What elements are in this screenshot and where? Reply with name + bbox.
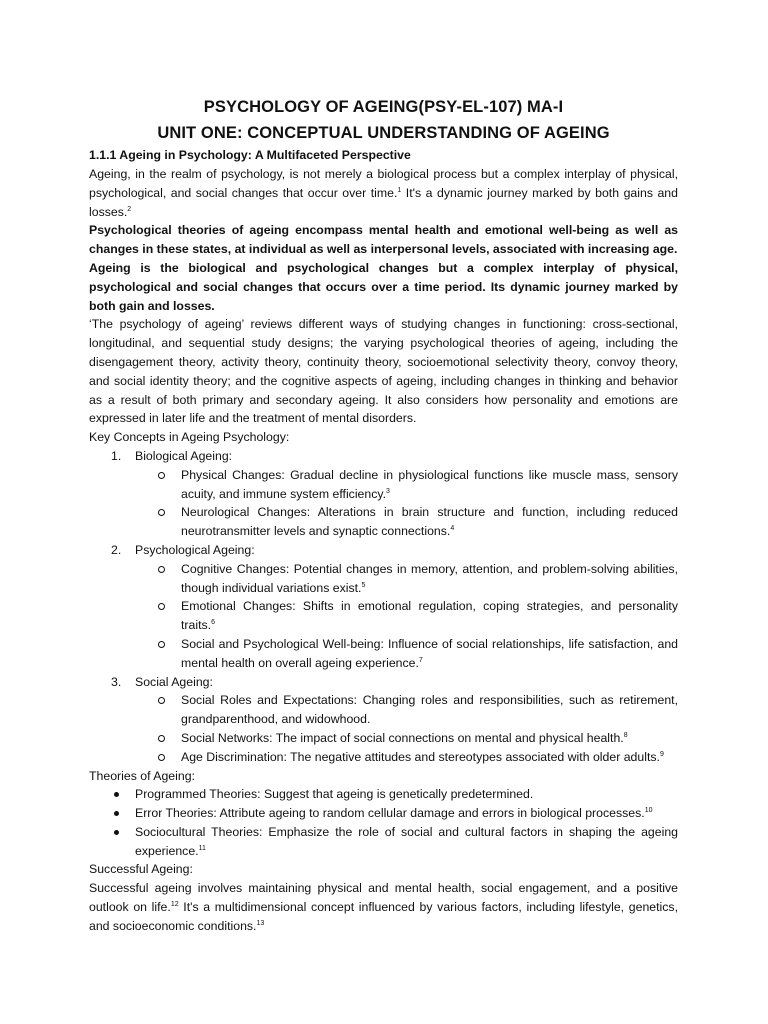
key-concept-item bbox=[89, 673, 678, 692]
sub-list bbox=[89, 466, 678, 541]
intro-text-b: It's a dynamic journey marked by both gains and losses. bbox=[89, 185, 678, 219]
successful-ageing-paragraph bbox=[89, 879, 678, 935]
list-number: 2. bbox=[111, 542, 122, 557]
footnote-ref: 12 bbox=[170, 901, 179, 909]
unit-title: UNIT ONE: CONCEPTUAL UNDERSTANDING OF AGEING bbox=[157, 124, 610, 142]
sub-item-text: Neurological Changes: Alterations in brain structure and function, including reduced neurotransmitter levels and synaptic connections. bbox=[181, 505, 678, 539]
sub-list-item bbox=[89, 560, 678, 598]
sub-list-item bbox=[89, 729, 678, 748]
circle-bullet-icon bbox=[158, 735, 165, 742]
key-concept-label: Psychological Ageing: bbox=[135, 542, 255, 557]
sub-item-text: Social and Psychological Well-being: Influence of social relationships, life satisfaction, and mental health on overall ageing experience. bbox=[181, 636, 678, 670]
circle-bullet-icon bbox=[158, 603, 165, 610]
sub-list bbox=[89, 560, 678, 673]
theories-heading: Theories of Ageing: bbox=[89, 768, 195, 783]
circle-bullet-icon bbox=[158, 697, 165, 704]
circle-bullet-icon bbox=[158, 641, 165, 648]
sub-item-text: Social Roles and Expectations: Changing roles and responsibilities, such as retirement, grandparenthood, and widowhood. bbox=[181, 693, 678, 727]
key-concept-subitems bbox=[89, 691, 678, 766]
footnote-ref: 1 bbox=[397, 186, 402, 194]
sub-item-text: Age Discrimination: The negative attitudes and stereotypes associated with older adults. bbox=[181, 749, 660, 764]
list-number: 1. bbox=[111, 448, 122, 463]
footnote-ref: 8 bbox=[623, 731, 628, 739]
circle-bullet-icon bbox=[158, 566, 165, 573]
circle-bullet-icon bbox=[158, 472, 165, 479]
footnote-ref: 6 bbox=[211, 619, 215, 627]
bullet-dot-icon bbox=[114, 830, 119, 835]
theory-item bbox=[89, 804, 678, 823]
sub-list-item bbox=[89, 597, 678, 635]
footnote-ref: 13 bbox=[256, 919, 265, 927]
theory-item bbox=[89, 823, 678, 861]
bold-paragraph-definition: Ageing is the biological and psychological changes but a complex interplay of physical, psychological and social changes that occurs over a time period. Its dynamic journey marked by both gain and losses. bbox=[89, 260, 678, 313]
sub-item-text: Physical Changes: Gradual decline in physiological functions like muscle mass, sensory acuity, and immune system efficiency. bbox=[181, 467, 678, 501]
page-content bbox=[89, 94, 678, 936]
intro-text-a: Ageing, in the realm of psychology, is not merely a biological process but a complex interplay of physical, psychological, and social changes that occur over time. bbox=[89, 167, 678, 200]
bold-paragraph-theories: Psychological theories of ageing encompass mental health and emotional well-being as well as changes in these states, at individual as well as interpersonal levels, associated with increasing age. bbox=[89, 223, 678, 257]
footnote-ref: 5 bbox=[361, 581, 366, 589]
theories-list bbox=[89, 785, 678, 860]
bullet-dot-icon bbox=[114, 811, 119, 816]
sub-list-item bbox=[89, 748, 678, 767]
list-number: 3. bbox=[111, 674, 122, 689]
key-concepts-heading: Key Concepts in Ageing Psychology: bbox=[89, 430, 290, 445]
footnote-ref: 7 bbox=[418, 656, 423, 664]
key-concept-subitems bbox=[89, 466, 678, 541]
theory-text: Sociocultural Theories: Emphasize the role of social and cultural factors in shaping the ageing experience. bbox=[135, 824, 678, 858]
intro-paragraph bbox=[89, 165, 678, 221]
sub-list-item bbox=[89, 466, 678, 504]
sub-list-item bbox=[89, 503, 678, 541]
key-concept-label: Biological Ageing: bbox=[135, 448, 233, 463]
bullet-dot-icon bbox=[114, 792, 119, 797]
circle-bullet-icon bbox=[158, 509, 165, 516]
footnote-ref: 3 bbox=[386, 487, 390, 495]
theory-item bbox=[89, 785, 678, 804]
key-concept-item bbox=[89, 541, 678, 560]
key-concepts-list bbox=[89, 447, 678, 767]
successful-ageing-heading: Successful Ageing: bbox=[89, 862, 193, 877]
successful-text-a: Successful ageing involves maintaining physical and mental health, social engagement, and a positive outlook on life. bbox=[89, 881, 678, 915]
key-concept-subitems bbox=[89, 560, 678, 673]
footnote-ref: 11 bbox=[198, 844, 206, 852]
footnote-ref: 10 bbox=[644, 807, 653, 815]
sub-list bbox=[89, 691, 678, 766]
footnote-ref: 4 bbox=[450, 525, 455, 533]
key-concept-label: Social Ageing: bbox=[135, 674, 213, 689]
successful-text-b: It's a multidimensional concept influenced by various factors, including lifestyle, genetics, and socioeconomic conditions. bbox=[89, 900, 678, 933]
sub-item-text: Social Networks: The impact of social connections on mental and physical health. bbox=[181, 730, 624, 745]
footnote-ref: 9 bbox=[659, 750, 664, 758]
sub-list-item bbox=[89, 635, 678, 673]
section-heading: 1.1.1 Ageing in Psychology: A Multifaceted Perspective bbox=[89, 148, 411, 162]
document-title: PSYCHOLOGY OF AGEING(PSY-EL-107) MA-I bbox=[203, 98, 564, 116]
theory-text: Programmed Theories: Suggest that ageing is genetically predetermined. bbox=[135, 787, 534, 802]
key-concept-item bbox=[89, 447, 678, 466]
sub-item-text: Cognitive Changes: Potential changes in memory, attention, and problem-solving abilities, though individual variations exist. bbox=[181, 561, 678, 595]
footnote-ref: 2 bbox=[127, 205, 132, 213]
circle-bullet-icon bbox=[158, 754, 165, 761]
sub-item-text: Emotional Changes: Shifts in emotional regulation, coping strategies, and personality traits. bbox=[181, 599, 678, 633]
sub-list-item bbox=[89, 691, 678, 729]
review-paragraph: ‘The psychology of ageing’ reviews different ways of studying changes in functioning: cross-sectional, longitudinal, and sequential study designs; the varying psychological theories of ageing, including the disengagement theory, activity theory, continuity theory, socioemotional selectivity theory, convoy theory, and social identity theory; and the cognitive aspects of ageing, including changes in thinking and behavior as a result of both primary and secondary ageing. It also considers how personality and emotions are expressed in later life and the treatment of mental disorders. bbox=[89, 317, 678, 426]
theory-text: Error Theories: Attribute ageing to random cellular damage and errors in biological processes. bbox=[135, 806, 645, 821]
